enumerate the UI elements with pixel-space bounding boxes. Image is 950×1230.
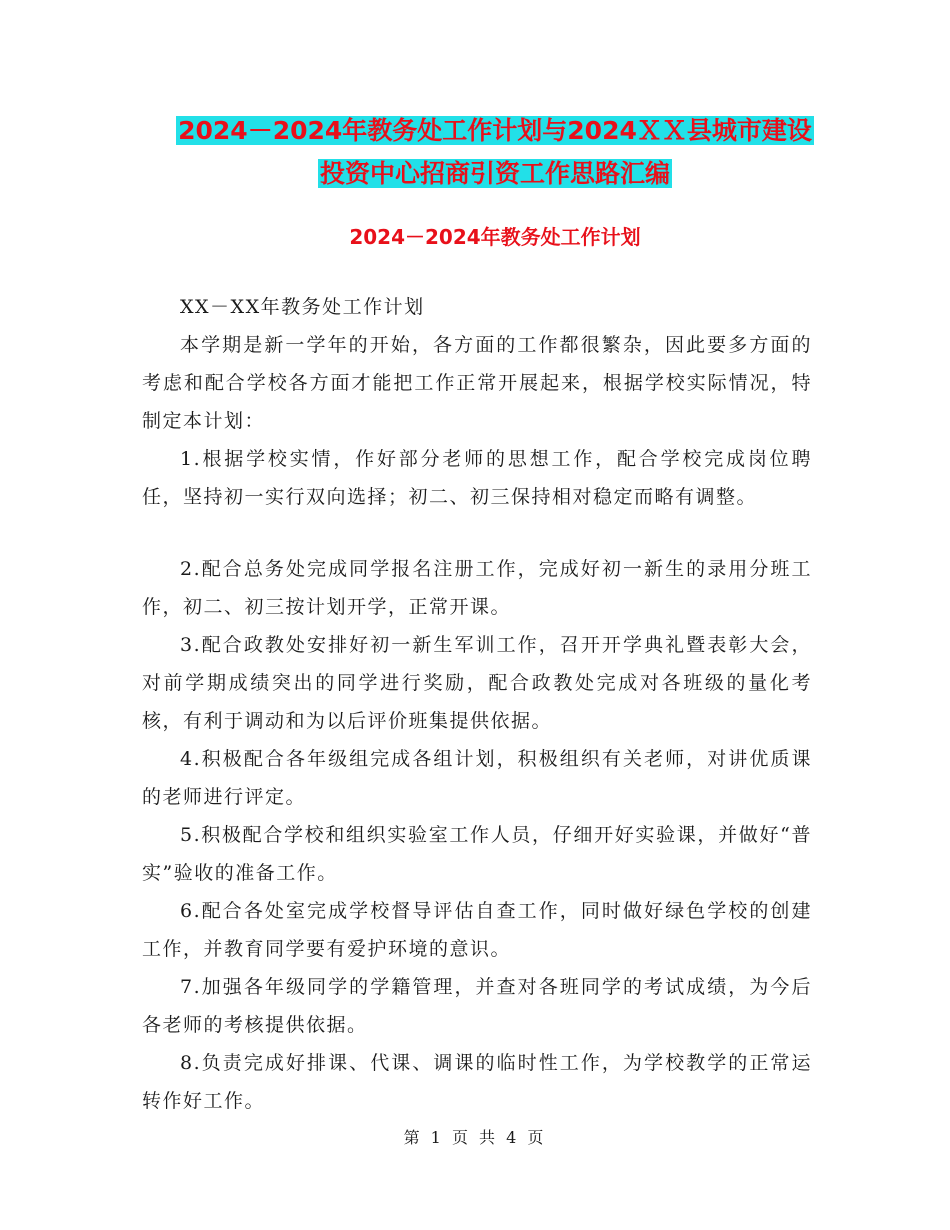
paragraph-item-4: 4.积极配合各年级组完成各组计划，积极组织有关老师，对讲优质课的老师进行评定。 — [142, 748, 812, 808]
paragraph-item-5: 5.积极配合学校和组织实验室工作人员，仔细开好实验课，并做好“普实”验收的准备工作。 — [142, 824, 812, 884]
document-body — [142, 288, 812, 1120]
paragraph-item-2: 2.配合总务处完成同学报名注册工作，完成好初一新生的录用分班工作，初二、初三按计划开学，正常开课。 — [142, 558, 812, 618]
main-title-line-2 — [140, 158, 850, 190]
main-title-line-1-text: 2024－2024年教务处工作计划与2024ＸＸ县城市建设 — [178, 116, 812, 145]
paragraph-item-1: 1.根据学校实情，作好部分老师的思想工作，配合学校完成岗位聘任，坚持初一实行双向选择；初二、初三保持相对稳定而略有调整。 — [142, 448, 812, 508]
paragraph-item-3: 3.配合政教处安排好初一新生军训工作，召开开学典礼暨表彰大会，对前学期成绩突出的同学进行奖励，配合政教处完成对各班级的量化考核，有利于调动和为以后评价班集提供依据。 — [142, 634, 812, 732]
paragraph-subtitle: XX－XX年教务处工作计划 — [180, 296, 425, 318]
section-title: 2024－2024年教务处工作计划 — [349, 225, 641, 249]
paragraph-item-8: 8.负责完成好排课、代课、调课的临时性工作，为学校教学的正常运转作好工作。 — [142, 1052, 812, 1112]
paragraph-item-6: 6.配合各处室完成学校督导评估自查工作，同时做好绿色学校的创建工作，并教育同学要有爱护环境的意识。 — [142, 900, 812, 960]
page-footer: 第 1 页 共 4 页 — [403, 1128, 547, 1147]
paragraph-intro: 本学期是新一学年的开始，各方面的工作都很繁杂，因此要多方面的考虑和配合学校各方面才能把工作正常开展起来，根据学校实际情况，特制定本计划： — [142, 334, 812, 432]
main-title-line-2-text: 投资中心招商引资工作思路汇编 — [319, 159, 670, 188]
main-title-line-1 — [140, 115, 850, 147]
paragraph-item-7: 7.加强各年级同学的学籍管理，并查对各班同学的考试成绩，为今后各老师的考核提供依据。 — [142, 976, 812, 1036]
